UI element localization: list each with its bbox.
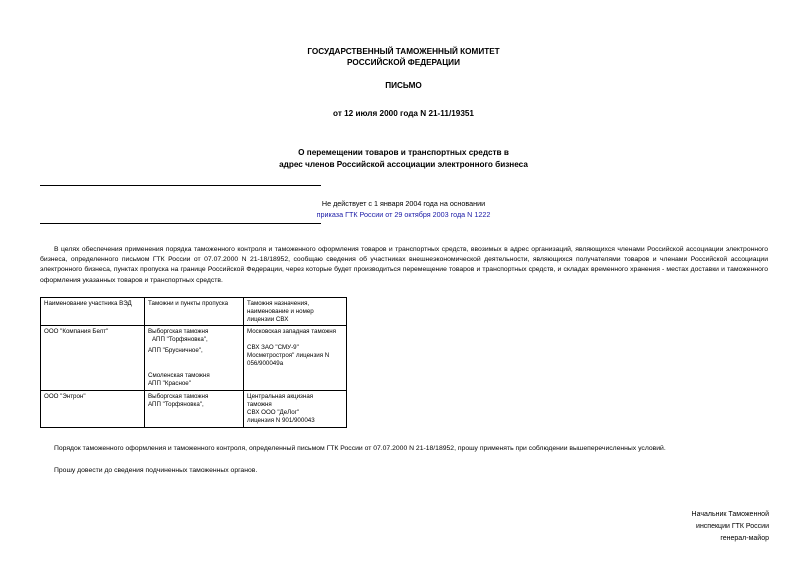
cell-destination: Московская западная таможня СВХ ЗАО "СМУ-9" Мосметростроя" лицензия N 056/900049а [244, 326, 347, 391]
request-paragraph: Прошу довести до сведения подчиненных таможенных органов. [54, 467, 258, 474]
cell-participant: ООО "Компания Белт" [41, 326, 145, 391]
table-header-row [41, 298, 347, 326]
org-name-line1: ГОСУДАРСТВЕННЫЙ ТАМОЖЕННЫЙ КОМИТЕТ [307, 47, 500, 56]
cell-customs-points: Выборгская таможня АПП "Торфяновка", АПП "Брусничное", Смоленская таможня АПП "Красное" [145, 326, 244, 391]
cell-destination: Центральная акцизная таможня СВХ ООО "ДеЛог" лицензия N 901/900043 [244, 391, 347, 427]
repeal-order-link[interactable]: приказа ГТК России от 29 октября 2003 года N 1222 [316, 210, 491, 219]
divider-bottom [40, 223, 321, 224]
repeal-order-link-wrap [0, 210, 807, 219]
procedure-paragraph: Порядок таможенного оформления и таможенного контроля, определенный письмом ГТК России от 07.07.2000 N 21-18/18952, прошу применять при соблюдении вышеперечисленных условий. [54, 445, 666, 452]
column-header-customs-points: Таможни и пункты пропуска [145, 298, 244, 326]
intro-paragraph: В целях обеспечения применения порядка таможенного контроля и таможенного оформления товаров и транспортных средств, ввозимых в адрес организаций, являющихся членами Российской ассоциации электронного бизнеса, определенного письмом ГТК России от 07.07.2000 N 21-18/18952, сообщаю сведения об участниках внешнеэкономической деятельности, являющихся получателями товаров и членами Российской ассоциации электронного бизнеса, пунктах пропуска на границе Российской Федерации, через которые будет производиться перемещение товаров и транспортных средств, и складах временного хранения - местах доставки и таможенного оформления указанных товаров и транспортных средств. [40, 246, 768, 284]
column-header-participant: Наименование участника ВЭД [41, 298, 145, 326]
signature-department: инспекции ГТК России [696, 523, 769, 530]
cell-participant: ООО "Энтрон" [41, 391, 145, 427]
signature-position: Начальник Таможенной [691, 511, 769, 518]
table-row [41, 391, 347, 427]
cell-customs-points: Выборгская таможня АПП "Торфяновка", [145, 391, 244, 427]
participants-table [40, 297, 347, 428]
signature-block [692, 509, 769, 545]
document-title-line1: О перемещении товаров и транспортных средств в [298, 148, 509, 157]
divider-top [40, 185, 321, 186]
document-title-line2: адрес членов Российской ассоциации электронного бизнеса [279, 160, 528, 169]
table-row [41, 326, 347, 391]
status-notice: Не действует с 1 января 2004 года на основании [321, 199, 486, 208]
column-header-destination: Таможня назначения, наименование и номер лицензии СВХ [244, 298, 347, 326]
signature-rank: генерал-майор [720, 535, 769, 542]
document-date: от 12 июля 2000 года N 21-11/19351 [333, 109, 474, 118]
document-type: ПИСЬМО [385, 81, 422, 90]
org-name-line2: РОССИЙСКОЙ ФЕДЕРАЦИИ [347, 58, 460, 67]
